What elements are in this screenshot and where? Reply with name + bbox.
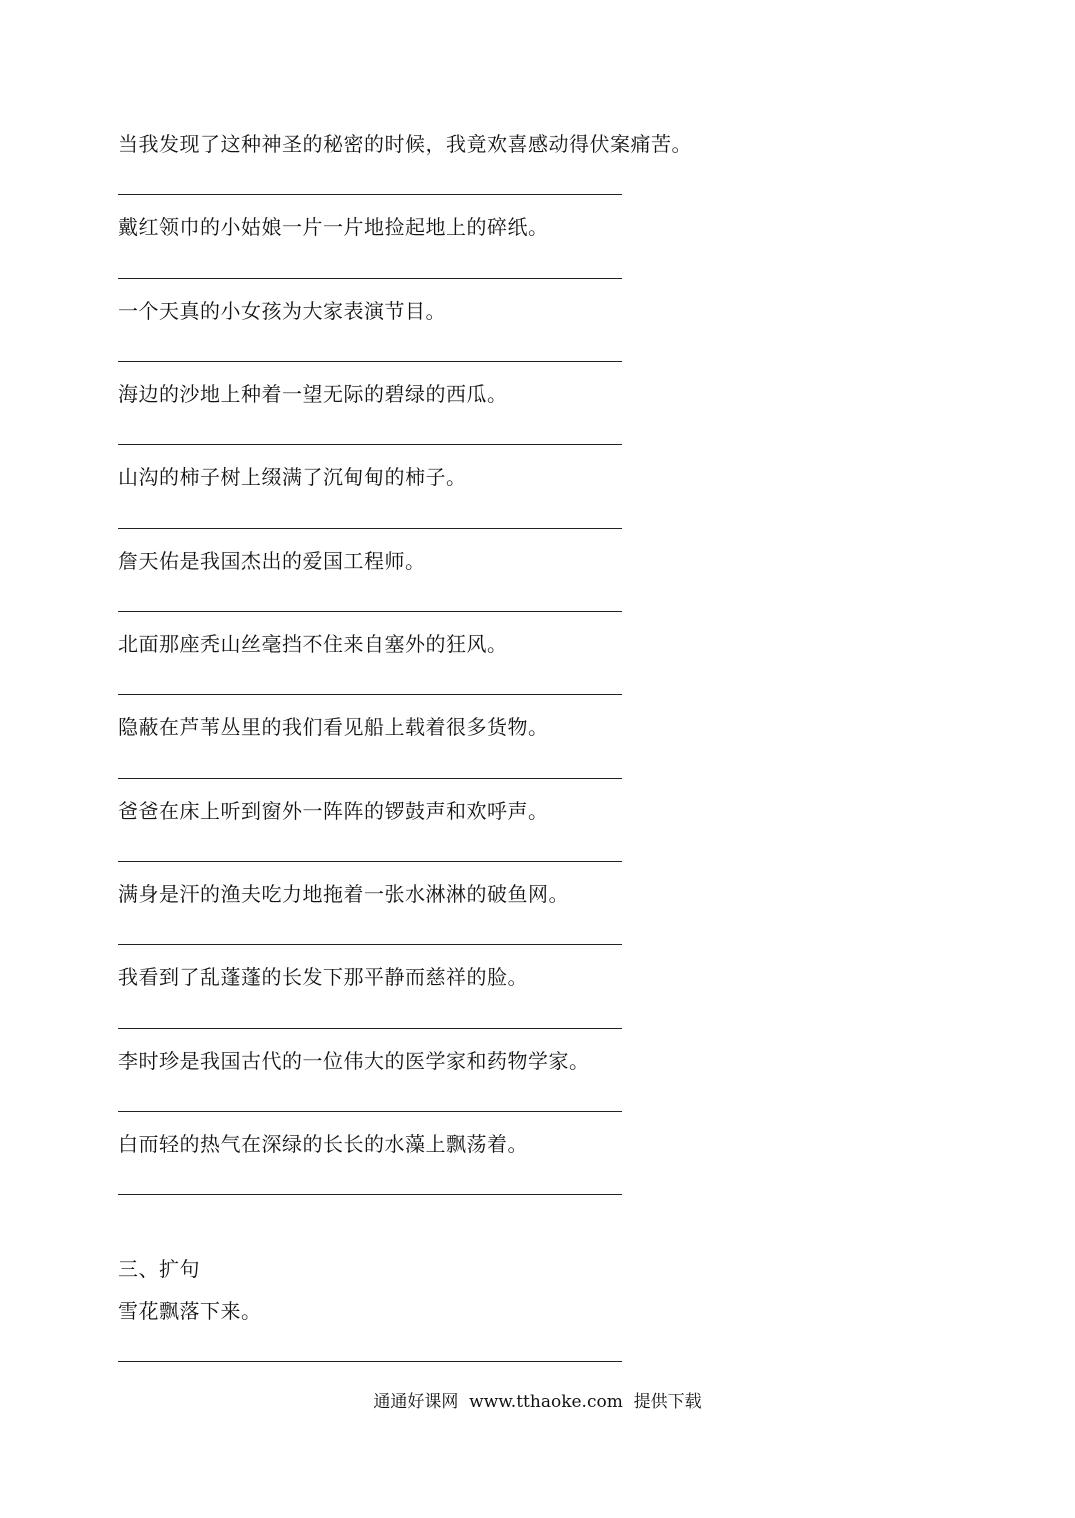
exercise-sentence-13: 白而轻的热气在深绿的长长的水藻上飘荡着。 <box>118 1132 528 1156</box>
exercise-sentence-5: 山沟的柿子树上缀满了沉甸甸的柿子。 <box>118 465 467 489</box>
answer-line-2[interactable] <box>118 278 622 279</box>
page-footer: 通通好课网 www.tthaoke.com 提供下载 <box>373 1392 702 1412</box>
answer-line-9[interactable] <box>118 861 622 862</box>
answer-line-8[interactable] <box>118 778 622 779</box>
exercise-sentence-11: 我看到了乱蓬蓬的长发下那平静而慈祥的脸。 <box>118 965 528 989</box>
answer-line-expand[interactable] <box>118 1361 622 1362</box>
answer-line-13[interactable] <box>118 1194 622 1195</box>
exercise-sentence-8: 隐蔽在芦苇丛里的我们看见船上载着很多货物。 <box>118 715 549 739</box>
exercise-sentence-7: 北面那座秃山丝毫挡不住来自塞外的狂风。 <box>118 632 508 656</box>
exercise-sentence-2: 戴红领巾的小姑娘一片一片地捡起地上的碎纸。 <box>118 215 549 239</box>
answer-line-3[interactable] <box>118 361 622 362</box>
answer-line-6[interactable] <box>118 611 622 612</box>
exercise-sentence-9: 爸爸在床上听到窗外一阵阵的锣鼓声和欢呼声。 <box>118 799 549 823</box>
exercise-sentence-10: 满身是汗的渔夫吃力地拖着一张水淋淋的破鱼网。 <box>118 882 569 906</box>
exercise-sentence-6: 詹天佑是我国杰出的爱国工程师。 <box>118 549 426 573</box>
exercise-sentence-12: 李时珍是我国古代的一位伟大的医学家和药物学家。 <box>118 1049 590 1073</box>
answer-line-7[interactable] <box>118 694 622 695</box>
exercise-sentence-4: 海边的沙地上种着一望无际的碧绿的西瓜。 <box>118 382 508 406</box>
exercise-sentence-3: 一个天真的小女孩为大家表演节目。 <box>118 299 446 323</box>
answer-line-5[interactable] <box>118 528 622 529</box>
answer-line-11[interactable] <box>118 1028 622 1029</box>
expand-sentence: 雪花飘落下来。 <box>118 1299 262 1323</box>
answer-line-1[interactable] <box>118 194 622 195</box>
answer-line-12[interactable] <box>118 1111 622 1112</box>
section-title-expand-sentence: 三、扩句 <box>118 1257 200 1281</box>
answer-line-10[interactable] <box>118 944 622 945</box>
exercise-sentence-1: 当我发现了这种神圣的秘密的时候，我竟欢喜感动得伏案痛苦。 <box>118 132 692 156</box>
answer-line-4[interactable] <box>118 444 622 445</box>
